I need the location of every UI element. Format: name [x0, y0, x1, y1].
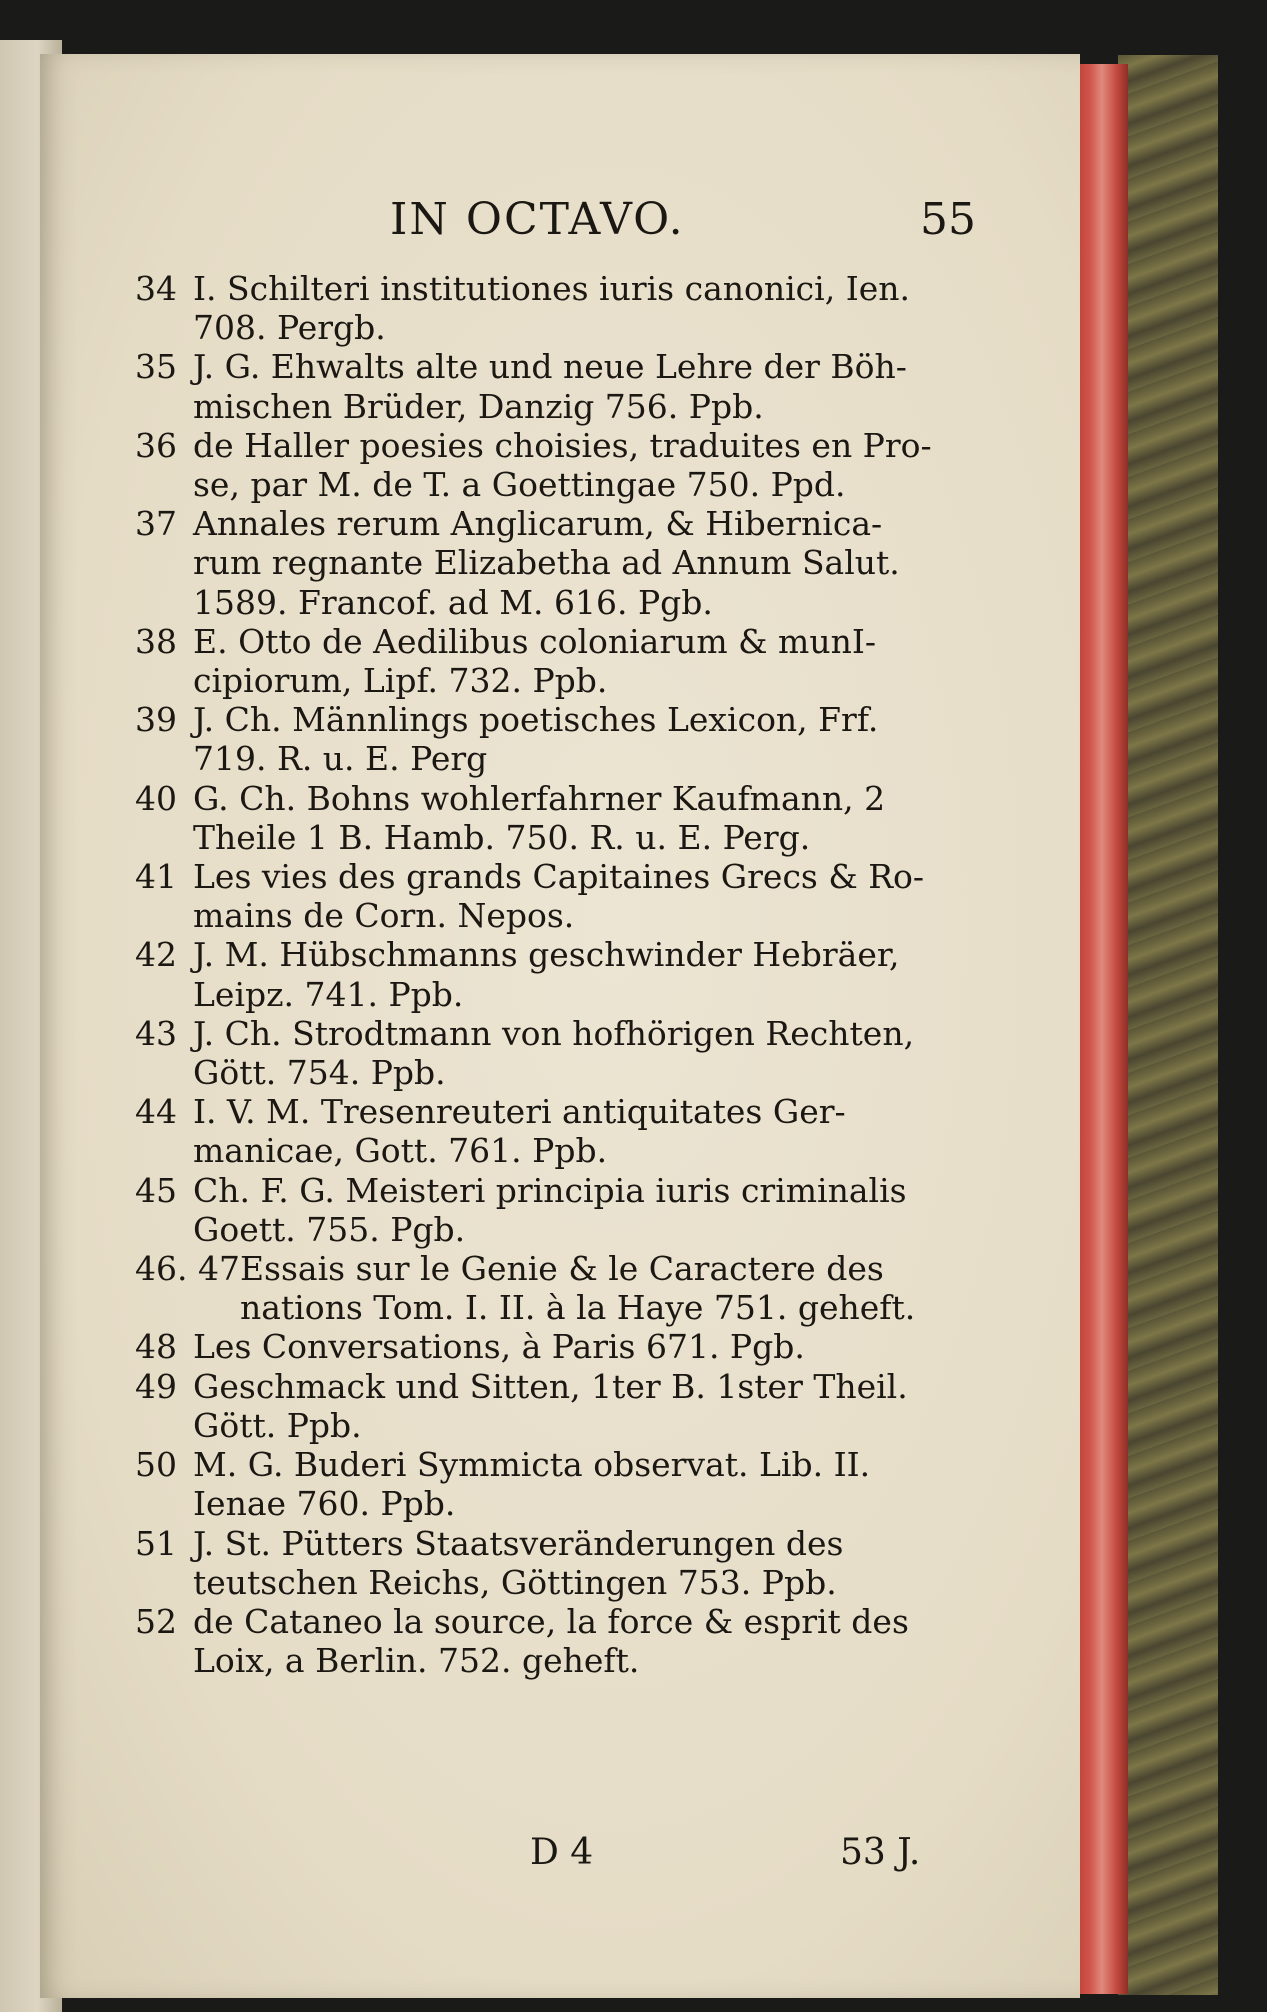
entry-number: 50 [135, 1445, 177, 1485]
catalog-entry [135, 1367, 985, 1445]
catalog-entry [135, 935, 985, 1013]
entry-text: Geschmack und Sitten, 1ter B. 1ster Theil. Gött. Ppb. [193, 1366, 908, 1445]
entry-number: 48 [135, 1327, 177, 1367]
book-page [40, 54, 1080, 1998]
catchword: 53 J. [840, 1832, 921, 1873]
entry-number: 45 [135, 1170, 177, 1210]
entry-number: 38 [135, 621, 177, 661]
entry-number: 36 [135, 425, 177, 465]
entry-text: Les Conversations, à Paris 671. Pgb. [193, 1327, 805, 1367]
catalog-entry [135, 1524, 985, 1602]
page-number: 55 [920, 194, 976, 245]
catalog-entry [135, 504, 985, 622]
entry-number: 51 [135, 1523, 177, 1563]
page-header [40, 194, 1080, 254]
entry-text: J. Ch. Strodtmann von hofhörigen Rechten, Gött. 754. Ppb. [193, 1013, 915, 1093]
entry-number: 46. 47 [135, 1249, 240, 1289]
entry-number: 41 [135, 857, 177, 897]
entry-text: J. St. Pütters Staatsveränderungen des teutschen Reichs, Göttingen 753. Ppb. [193, 1523, 844, 1602]
entry-text: J. M. Hübschmanns geschwinder Hebräer, Leipz. 741. Ppb. [193, 935, 900, 1014]
entry-text: de Cataneo la source, la force & esprit des Loix, a Berlin. 752. geheft. [193, 1601, 909, 1681]
entry-text: Essais sur le Genie & le Caractere des nations Tom. I. II. à la Haye 751. geheft. [239, 1249, 916, 1328]
catalog-entry [135, 1249, 985, 1327]
catalog-entry [135, 622, 985, 700]
entry-number: 37 [135, 504, 177, 544]
catalog-entry [135, 779, 985, 857]
entry-text: G. Ch. Bohns wohlerfahrner Kaufmann, 2 Theile 1 B. Hamb. 750. R. u. E. Perg. [193, 778, 886, 857]
catalog-entry [135, 700, 985, 778]
entry-number: 35 [135, 347, 177, 387]
entry-text: M. G. Buderi Symmicta observat. Lib. II. Ienae 760. Ppb. [193, 1445, 871, 1524]
entry-number: 42 [135, 935, 177, 975]
entry-text: Les vies des grands Capitaines Grecs & Ro- mains de Corn. Nepos. [193, 857, 925, 936]
page-footer [40, 1832, 1080, 1882]
entry-number: 43 [135, 1013, 177, 1053]
entry-text: J. G. Ehwalts alte und neue Lehre der Böh- mischen Brüder, Danzig 756. Ppb. [193, 347, 907, 426]
entry-number: 49 [135, 1366, 177, 1406]
entry-number: 39 [135, 700, 177, 740]
book-cover-edge [1118, 55, 1218, 1995]
catalog-entries [135, 269, 985, 1680]
catalog-entry [135, 347, 985, 425]
catalog-entry [135, 269, 985, 347]
catalog-entry [135, 857, 985, 935]
entry-text: de Haller poesies choisies, traduites en Pro- se, par M. de T. a Goettingae 750. Ppd. [193, 425, 932, 505]
catalog-entry [135, 1445, 985, 1523]
catalog-entry [135, 1014, 985, 1092]
entry-text: I. Schilteri institutiones iuris canonici, Ien. 708. Pergb. [193, 269, 911, 348]
entry-number: 52 [135, 1601, 177, 1641]
signature-mark: D 4 [530, 1832, 594, 1873]
entry-text: I. V. M. Tresenreuteri antiquitates Ger- manicae, Gott. 761. Ppb. [193, 1092, 846, 1171]
entry-text: J. Ch. Männlings poetisches Lexicon, Frf. 719. R. u. E. Perg [193, 700, 879, 779]
catalog-entry [135, 1602, 985, 1680]
catalog-entry [135, 1092, 985, 1170]
catalog-entry [135, 1327, 985, 1366]
catalog-entry [135, 1171, 985, 1249]
entry-number: 40 [135, 778, 177, 818]
entry-text: Ch. F. G. Meisteri principia iuris criminalis Goett. 755. Pgb. [193, 1170, 907, 1249]
entry-text: Annales rerum Anglicarum, & Hibernica- rum regnante Elizabetha ad Annum Salut. 1589. Francof. ad M. 616. Pgb. [193, 504, 900, 622]
running-title: IN OCTAVO. [390, 194, 685, 245]
entry-number: 34 [135, 269, 177, 308]
entry-text: E. Otto de Aedilibus coloniarum & munI- cipiorum, Lipf. 732. Ppb. [193, 621, 877, 701]
catalog-entry [135, 426, 985, 504]
entry-number: 44 [135, 1092, 177, 1132]
